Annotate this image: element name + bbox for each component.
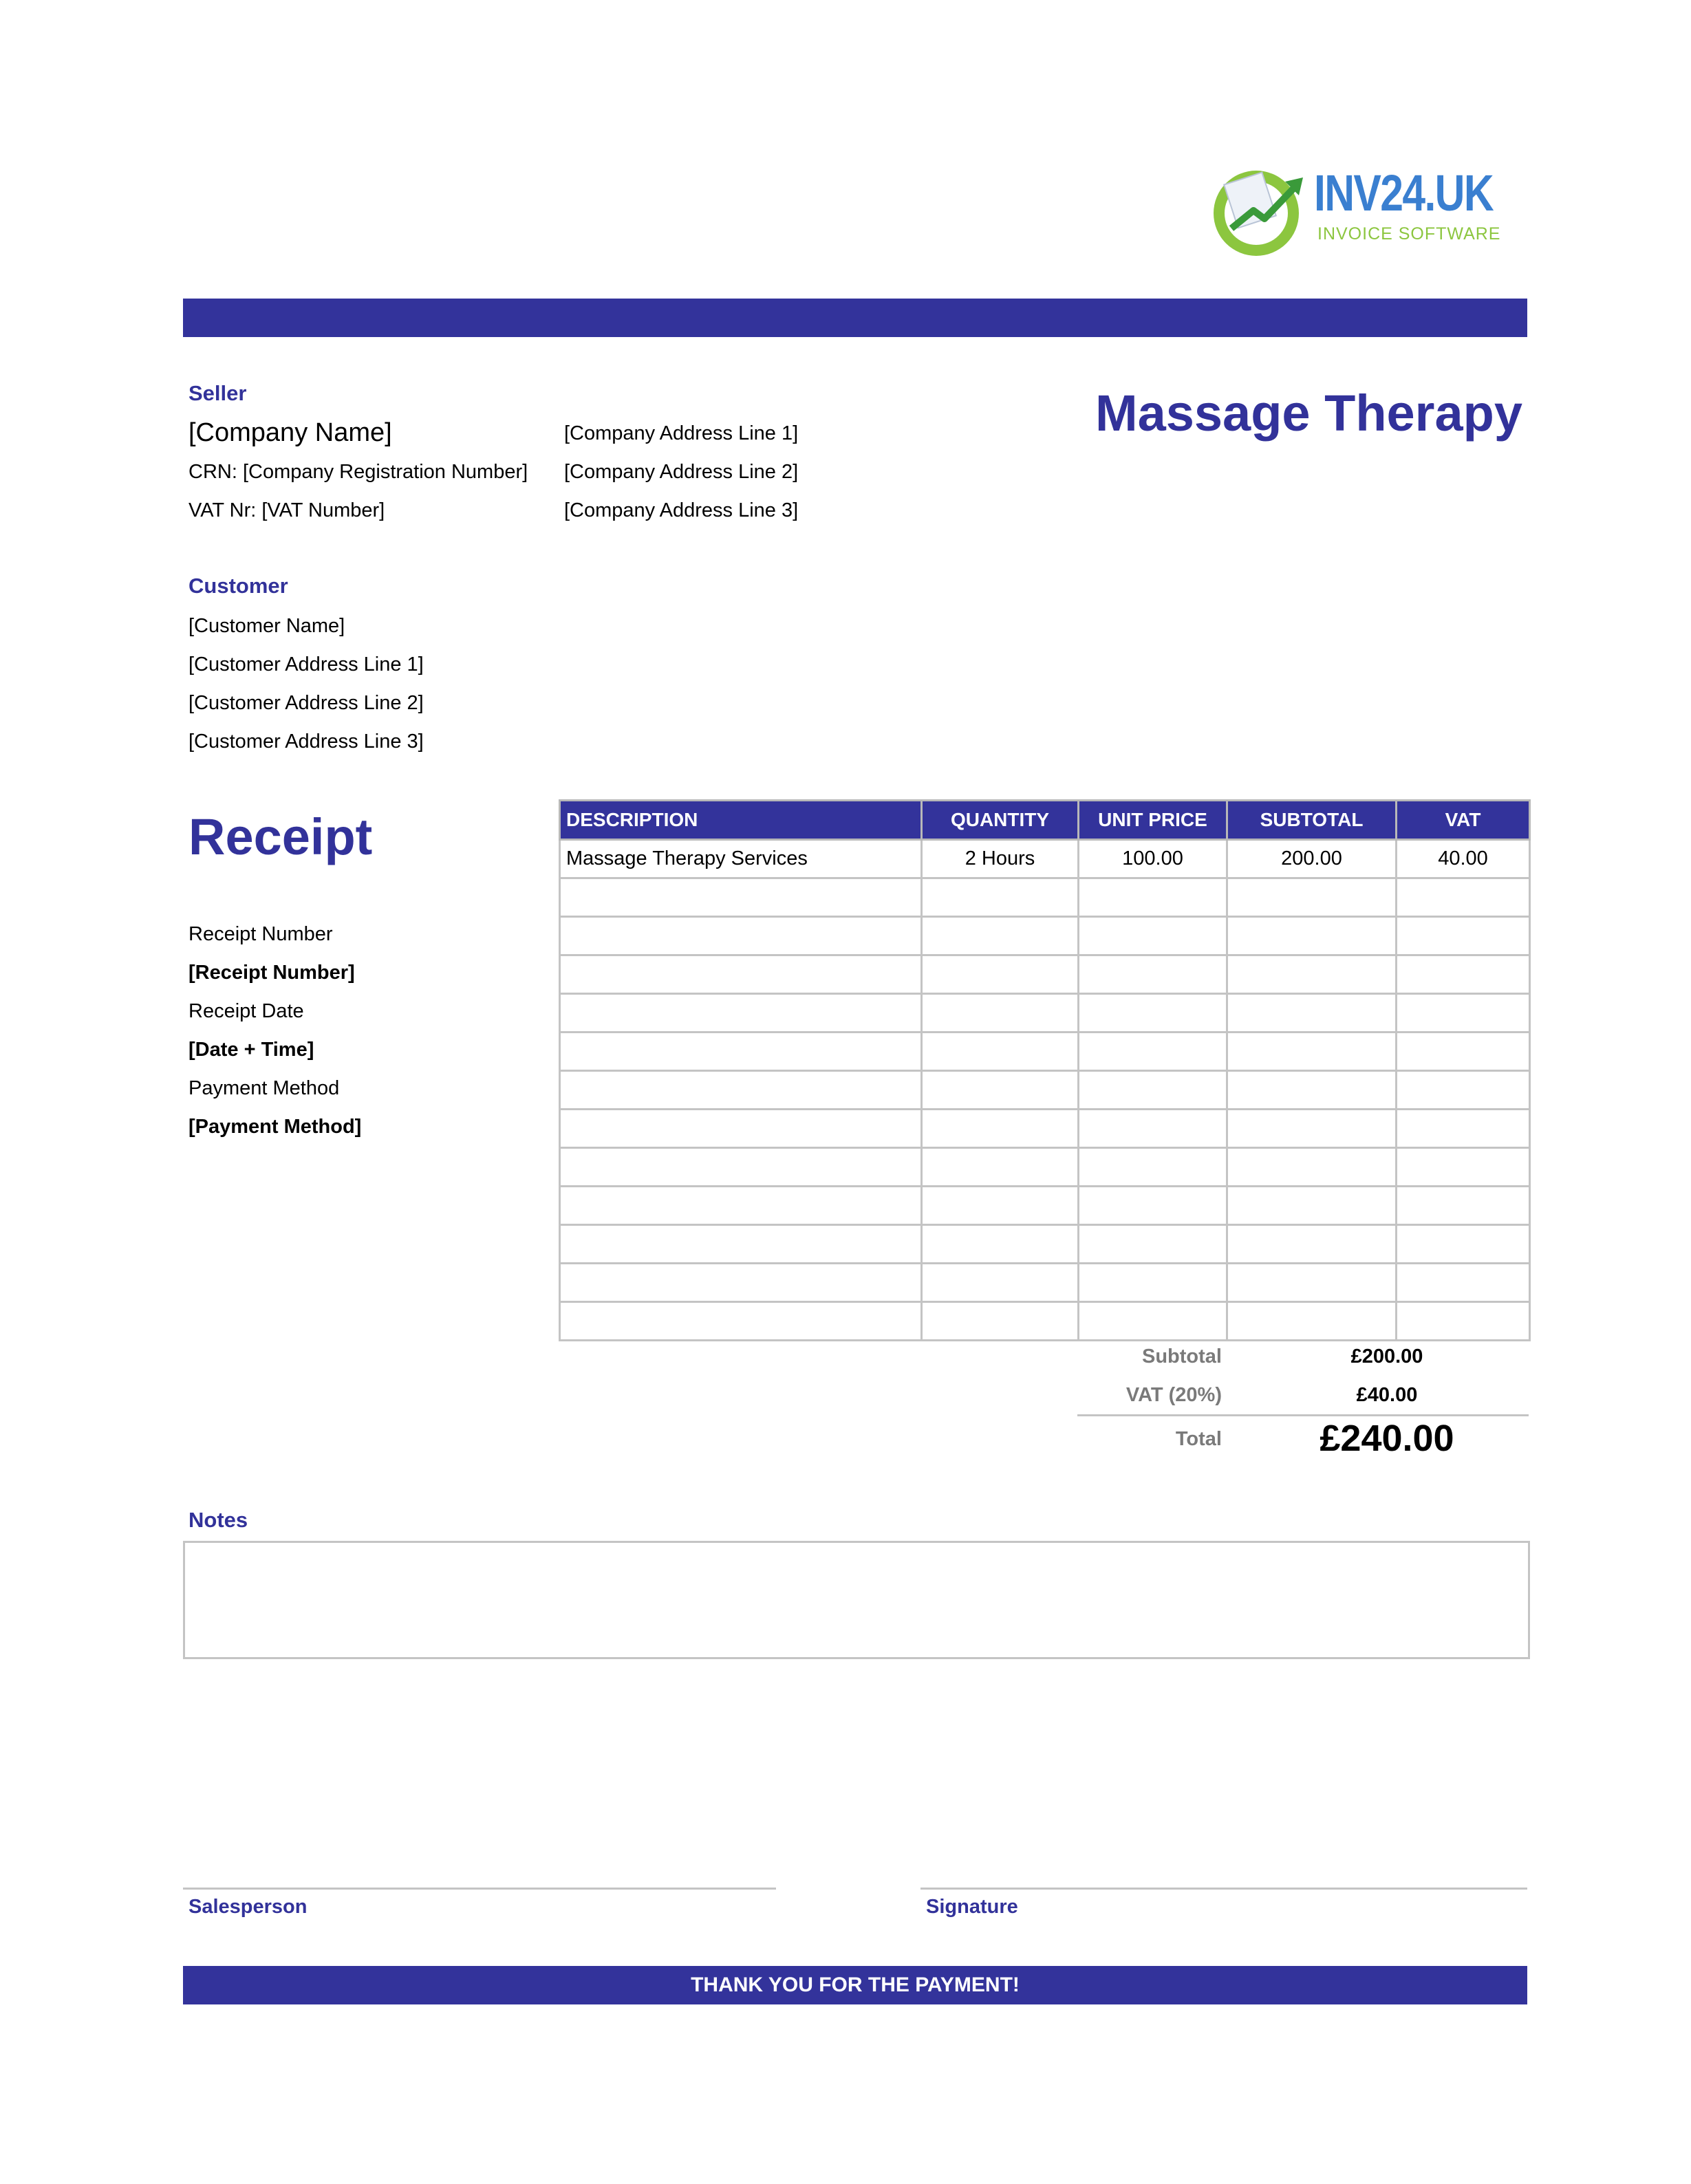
cell-subtotal (1227, 1148, 1397, 1187)
cell-description (560, 1264, 922, 1302)
cell-description (560, 1110, 922, 1148)
seller-vat-number: VAT Nr: [VAT Number] (189, 499, 385, 521)
total-label: Total (1175, 1428, 1222, 1450)
cell-description (560, 1148, 922, 1187)
table-row (560, 1110, 1530, 1148)
cell-quantity (922, 955, 1079, 994)
cell-description (560, 994, 922, 1032)
cell-description (560, 1071, 922, 1110)
cell-subtotal (1227, 955, 1397, 994)
cell-vat (1397, 1071, 1530, 1110)
cell-vat: 40.00 (1397, 840, 1530, 878)
customer-heading: Customer (189, 574, 288, 598)
cell-unit-price: 100.00 (1079, 840, 1227, 878)
cell-subtotal (1227, 1071, 1397, 1110)
column-header-subtotal: SUBTOTAL (1227, 801, 1397, 840)
company-logo (1211, 162, 1500, 259)
cell-description (560, 1302, 922, 1341)
table-row (560, 1187, 1530, 1225)
cell-subtotal (1227, 1264, 1397, 1302)
cell-vat (1397, 1225, 1530, 1264)
cell-vat (1397, 1264, 1530, 1302)
column-header-vat: VAT (1397, 801, 1530, 840)
payment-method-value: [Payment Method] (189, 1116, 362, 1138)
subtotal-value: £200.00 (1350, 1345, 1423, 1367)
subtotal-label: Subtotal (1142, 1345, 1222, 1367)
cell-unit-price (1079, 955, 1227, 994)
column-header-description: DESCRIPTION (560, 801, 922, 840)
cell-unit-price (1079, 1302, 1227, 1341)
cell-vat (1397, 994, 1530, 1032)
cell-unit-price (1079, 1071, 1227, 1110)
totals-divider (1077, 1414, 1529, 1416)
customer-address-line-3: [Customer Address Line 3] (189, 731, 424, 753)
cell-description (560, 878, 922, 917)
cell-quantity (922, 878, 1079, 917)
receipt-date-value: [Date + Time] (189, 1039, 314, 1061)
logo-emblem-icon (1211, 162, 1307, 259)
cell-vat (1397, 917, 1530, 955)
table-row (560, 1302, 1530, 1341)
total-value: £240.00 (1320, 1418, 1454, 1459)
cell-unit-price (1079, 1187, 1227, 1225)
customer-address-line-2: [Customer Address Line 2] (189, 692, 424, 714)
table-row (560, 1032, 1530, 1071)
cell-quantity (922, 1032, 1079, 1071)
cell-unit-price (1079, 878, 1227, 917)
cell-vat (1397, 955, 1530, 994)
logo-brand-text: INV24.UK (1314, 164, 1494, 221)
cell-quantity (922, 917, 1079, 955)
customer-name: [Customer Name] (189, 615, 345, 637)
cell-unit-price (1079, 994, 1227, 1032)
cell-quantity (922, 1187, 1079, 1225)
seller-company-name: [Company Name] (189, 418, 392, 447)
payment-method-label: Payment Method (189, 1077, 340, 1099)
table-row (560, 994, 1530, 1032)
cell-vat (1397, 1302, 1530, 1341)
cell-quantity (922, 1110, 1079, 1148)
seller-heading: Seller (189, 381, 247, 405)
table-row (560, 840, 1530, 878)
logo-tagline: INVOICE SOFTWARE (1317, 224, 1501, 244)
seller-address-line-3: [Company Address Line 3] (564, 499, 799, 521)
footer-bar (183, 1966, 1527, 2004)
cell-subtotal (1227, 1032, 1397, 1071)
cell-description (560, 1032, 922, 1071)
table-row (560, 1148, 1530, 1187)
receipt-number-value: [Receipt Number] (189, 962, 355, 984)
cell-vat (1397, 1187, 1530, 1225)
column-header-quantity: QUANTITY (922, 801, 1079, 840)
cell-unit-price (1079, 1032, 1227, 1071)
signature-line (920, 1888, 1527, 1890)
cell-vat (1397, 878, 1530, 917)
vat-label: VAT (20%) (1125, 1384, 1222, 1406)
cell-subtotal (1227, 917, 1397, 955)
cell-quantity (922, 1148, 1079, 1187)
table-row (560, 1264, 1530, 1302)
vat-value: £40.00 (1356, 1384, 1418, 1406)
salesperson-line (183, 1888, 776, 1890)
table-row (560, 955, 1530, 994)
receipt-number-label: Receipt Number (189, 923, 333, 945)
cell-unit-price (1079, 1148, 1227, 1187)
column-header-unit-price: UNIT PRICE (1079, 801, 1227, 840)
cell-subtotal (1227, 994, 1397, 1032)
cell-vat (1397, 1032, 1530, 1071)
notes-field[interactable] (183, 1541, 1530, 1659)
table-row (560, 878, 1530, 917)
cell-quantity (922, 1225, 1079, 1264)
table-row (560, 1225, 1530, 1264)
cell-unit-price (1079, 1264, 1227, 1302)
cell-description (560, 1225, 922, 1264)
cell-subtotal (1227, 1225, 1397, 1264)
cell-quantity (922, 994, 1079, 1032)
cell-subtotal (1227, 1302, 1397, 1341)
header-bar (183, 299, 1527, 337)
document-title: Massage Therapy (1095, 385, 1522, 442)
seller-crn: CRN: [Company Registration Number] (189, 461, 528, 483)
table-row (560, 1071, 1530, 1110)
cell-subtotal: 200.00 (1227, 840, 1397, 878)
cell-quantity (922, 1071, 1079, 1110)
notes-heading: Notes (189, 1508, 248, 1532)
cell-vat (1397, 1110, 1530, 1148)
cell-unit-price (1079, 917, 1227, 955)
cell-vat (1397, 1148, 1530, 1187)
cell-description (560, 955, 922, 994)
cell-unit-price (1079, 1225, 1227, 1264)
cell-description (560, 1187, 922, 1225)
cell-unit-price (1079, 1110, 1227, 1148)
cell-quantity (922, 1302, 1079, 1341)
seller-address-line-2: [Company Address Line 2] (564, 461, 799, 483)
table-header-row (560, 801, 1530, 840)
thank-you-message: THANK YOU FOR THE PAYMENT! (691, 1974, 1020, 1996)
items-table (559, 799, 1531, 1341)
receipt-heading: Receipt (189, 808, 373, 865)
customer-address-line-1: [Customer Address Line 1] (189, 653, 424, 675)
cell-quantity: 2 Hours (922, 840, 1079, 878)
cell-description (560, 917, 922, 955)
cell-subtotal (1227, 1187, 1397, 1225)
cell-quantity (922, 1264, 1079, 1302)
cell-subtotal (1227, 878, 1397, 917)
receipt-date-label: Receipt Date (189, 1000, 304, 1022)
cell-subtotal (1227, 1110, 1397, 1148)
table-row (560, 917, 1530, 955)
cell-description: Massage Therapy Services (560, 840, 922, 878)
signature-label: Signature (926, 1896, 1018, 1918)
salesperson-label: Salesperson (189, 1896, 308, 1918)
seller-address-line-1: [Company Address Line 1] (564, 422, 799, 444)
